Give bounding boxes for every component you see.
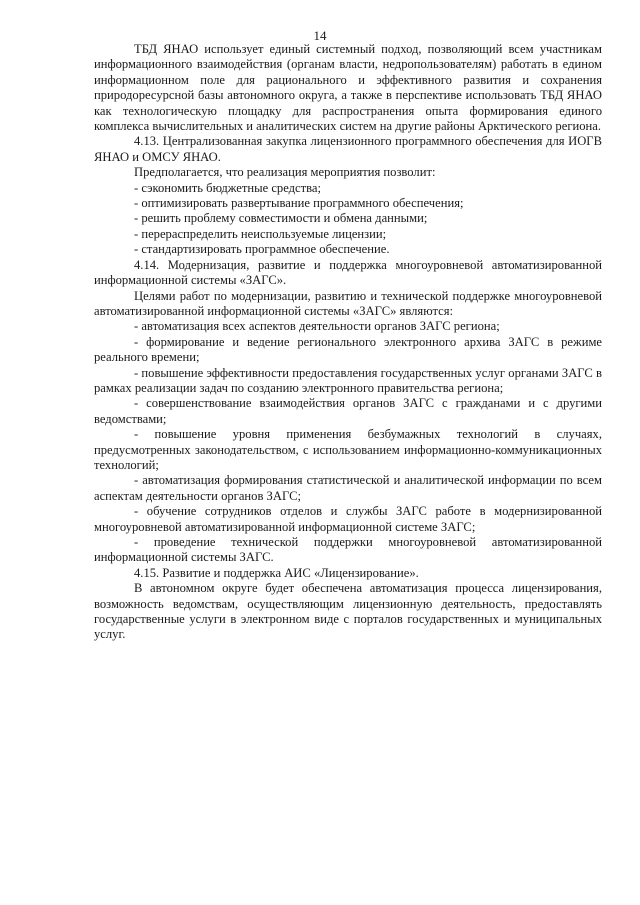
section-heading-4-14: 4.14. Модернизация, развитие и поддержка многоуровневой автоматизированной информационной системы «ЗАГС». (94, 257, 602, 288)
section-heading-4-15: 4.15. Развитие и поддержка АИС «Лицензирование». (134, 565, 419, 580)
list-item: - повышение уровня применения безбумажных технологий в случаях, предусмотренных законодательством, с использованием информационно-коммуникационных технологий; (94, 427, 602, 472)
list-item: - решить проблему совместимости и обмена данными; (134, 211, 428, 226)
list-item: - совершенствование взаимодействия органов ЗАГС с гражданами и с другими ведомствами; (94, 396, 602, 426)
list-item: - повышение эффективности предоставления государственных услуг органами ЗАГС в рамках реализации задач по созданию электронного правительства региона; (94, 365, 602, 395)
body-text (94, 42, 602, 643)
paragraph-intro-4-14: Целями работ по модернизации, развитию и технической поддержке многоуровневой автоматизированной информационной системы «ЗАГС» являются: (94, 288, 602, 318)
section-heading-4-13: 4.13. Централизованная закупка лицензионного программного обеспечения для ИОГВ ЯНАО и ОМСУ ЯНАО. (94, 134, 602, 164)
paragraph-intro-4-13: Предполагается, что реализация мероприятия позволит: (134, 165, 436, 180)
page-number: 14 (313, 28, 327, 43)
list-item: - перераспределить неиспользуемые лицензии; (134, 226, 387, 241)
list-item: - обучение сотрудников отделов и службы ЗАГС работе в модернизированной многоуровневой автоматизированной информационной системе ЗАГС; (94, 504, 602, 534)
list-item: - стандартизировать программное обеспечение. (134, 242, 390, 257)
list-item: - оптимизировать развертывание программного обеспечения; (134, 196, 464, 211)
list-item: - проведение технической поддержки многоуровневой автоматизированной информационной системы ЗАГС. (94, 535, 602, 565)
paragraph-tbd-approach: ТБД ЯНАО использует единый системный подход, позволяющий всем участникам информационного взаимодействия (органам власти, недропользователям) работать в едином информационном поле для рационального и эффективного развития и сохранения природоресурсной базы автономного округа, а также в перспективе использовать ТБД ЯНАО как технологическую площадку для распространения опыта формирования единого комплекса вычислительных и аналитических систем на другие районы Арктического региона. (94, 42, 602, 134)
paragraph-licensing: В автономном округе будет обеспечена автоматизация процесса лицензирования, возможность ведомствам, осуществляющим лицензионную деятельность, предоставлять государственные услуги в электронном виде с порталов государственных и муниципальных услуг. (94, 581, 602, 642)
list-item: - автоматизация всех аспектов деятельности органов ЗАГС региона; (134, 319, 500, 334)
list-item: - автоматизация формирования статистической и аналитической информации по всем аспектам деятельности органов ЗАГС; (94, 473, 602, 503)
list-item: - формирование и ведение регионального электронного архива ЗАГС в режиме реального времени; (94, 334, 602, 365)
list-item: - сэкономить бюджетные средства; (134, 180, 321, 195)
